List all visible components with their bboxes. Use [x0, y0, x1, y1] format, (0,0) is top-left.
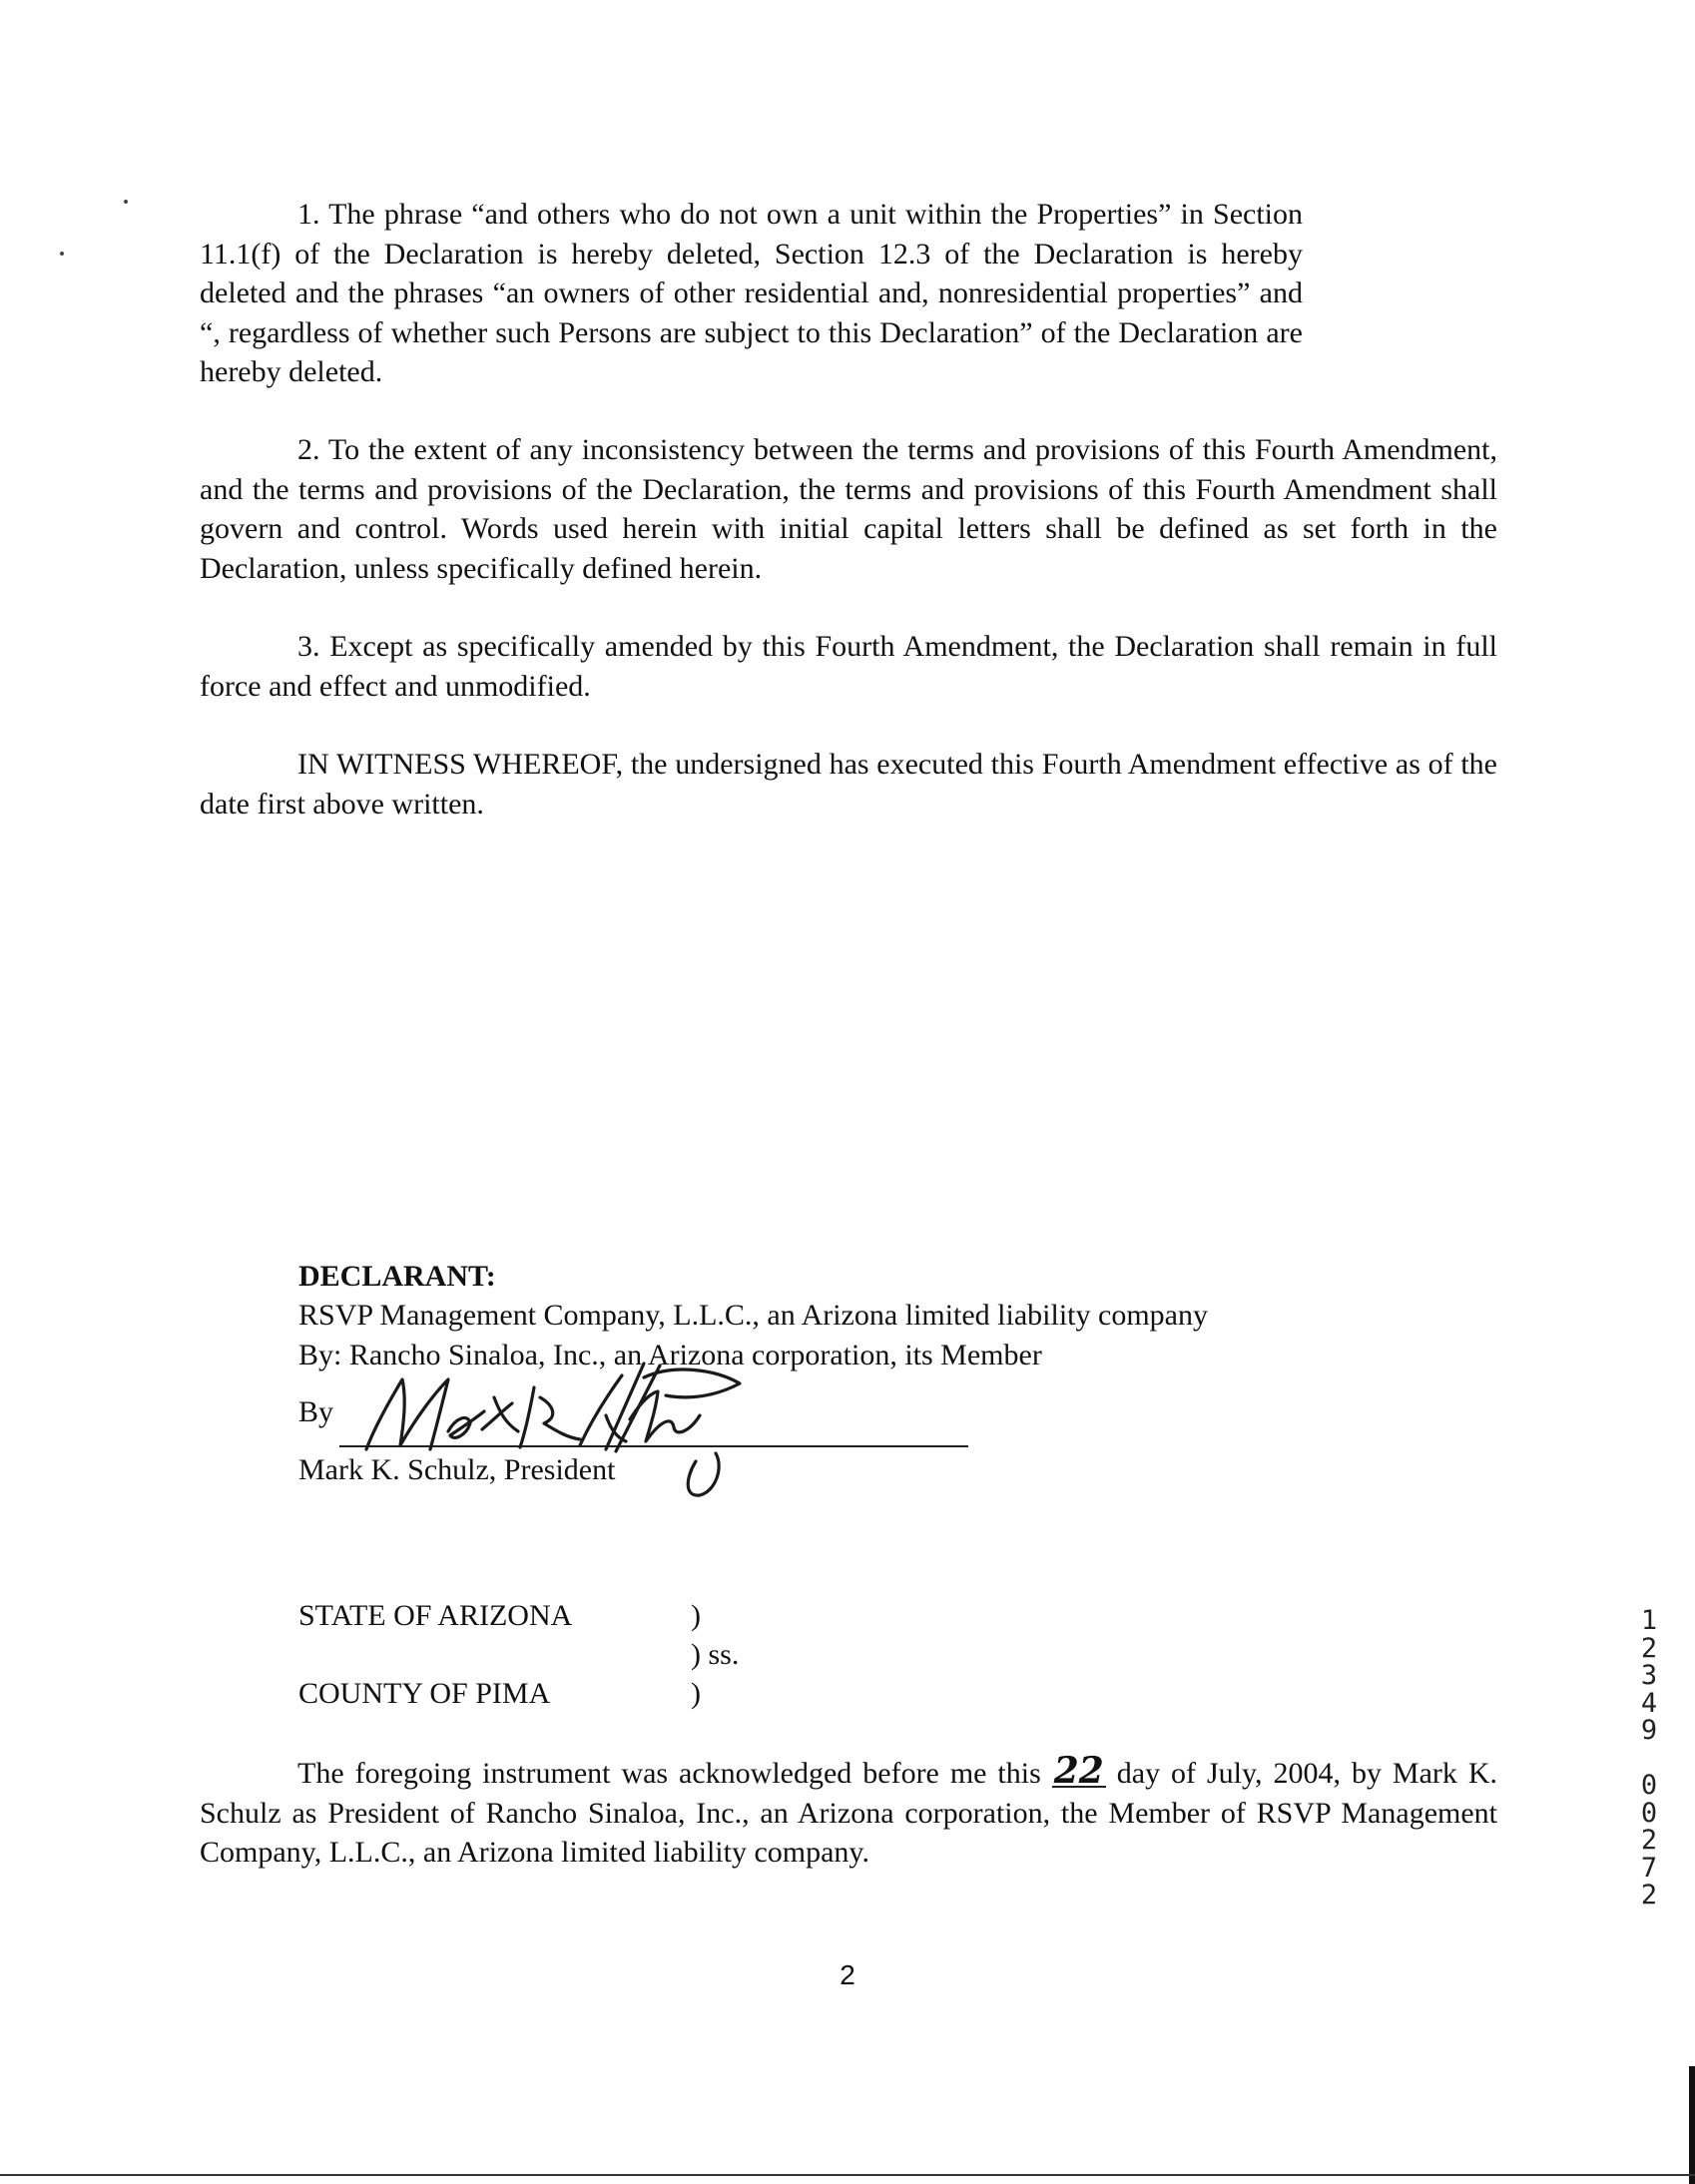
venue-county: COUNTY OF PIMA	[298, 1677, 551, 1710]
recording-stamp-char: 0	[1640, 1770, 1658, 1801]
acknowledgment-paragraph: The foregoing instrument was acknowledged before me this 22 day of July, 2004, by Mark K. Schulz as President of Rancho Sinaloa, Inc., an Arizona corporation, the Member of RSVP Management Company, L.L.C., an Arizona limited liability company.	[200, 1750, 1497, 1869]
scan-speck	[124, 200, 128, 204]
declarant-heading: DECLARANT:	[298, 1260, 496, 1293]
signer-name: Mark K. Schulz, President	[298, 1453, 616, 1486]
venue-paren-top: )	[691, 1599, 701, 1632]
scan-bottom-rule	[0, 2174, 1695, 2176]
page-number: 2	[840, 1959, 855, 1990]
recording-stamp-char: 2	[1640, 1880, 1658, 1911]
recording-stamp-char: 9	[1640, 1715, 1658, 1746]
signature-by-label: By	[298, 1395, 334, 1428]
recording-stamp-char: 2	[1640, 1825, 1658, 1856]
declarant-member: By: Rancho Sinaloa, Inc., an Arizona corporation, its Member	[298, 1339, 1042, 1371]
witness-paragraph: IN WITNESS WHEREOF, the undersigned has executed this Fourth Amendment effective as of the date first above written.	[200, 748, 1497, 820]
venue-state: STATE OF ARIZONA	[298, 1599, 573, 1632]
paragraph-2: 2. To the extent of any inconsistency between the terms and provisions of this Fourth Amendment, and the terms and provisions of the Declaration, the terms and provisions of this Fourth Amendment shall govern and control. Words used herein with initial capital letters shall be defined as set forth in the Declaration, unless specifically defined herein.	[200, 433, 1497, 585]
scan-edge-mark	[1689, 2066, 1695, 2184]
recording-stamp-char: 3	[1640, 1660, 1658, 1691]
recording-stamp-char: 2	[1640, 1632, 1658, 1664]
acknowledgment-day: 22	[1053, 1750, 1104, 1792]
venue-paren-bottom: )	[691, 1677, 701, 1710]
recording-stamp-char: 7	[1640, 1852, 1658, 1884]
venue-paren-ss: ) ss.	[691, 1638, 740, 1671]
recording-stamp-char: 4	[1640, 1687, 1658, 1719]
paragraph-1: 1. The phrase “and others who do not own a unit within the Properties” in Section 11.1(f) of the Declaration is hereby deleted, Section 12.3 of the Declaration is hereby deleted and the phrases “an owners of other residential and, nonresidential properties” and “, regardless of whether such Persons are subject to this Declaration” of the Declaration are hereby deleted.	[200, 198, 1303, 388]
declarant-company: RSVP Management Company, L.L.C., an Arizona limited liability company	[298, 1299, 1208, 1332]
recording-stamp-char	[1629, 1745, 1669, 1773]
scan-speck	[60, 252, 64, 256]
recording-stamp-char: 0	[1640, 1797, 1658, 1829]
recording-stamp	[1629, 1607, 1669, 1910]
recording-stamp-char: 1	[1640, 1605, 1658, 1636]
paragraph-3: 3. Except as specifically amended by this Fourth Amendment, the Declaration shall remain in full force and effect and unmodified.	[200, 630, 1497, 703]
